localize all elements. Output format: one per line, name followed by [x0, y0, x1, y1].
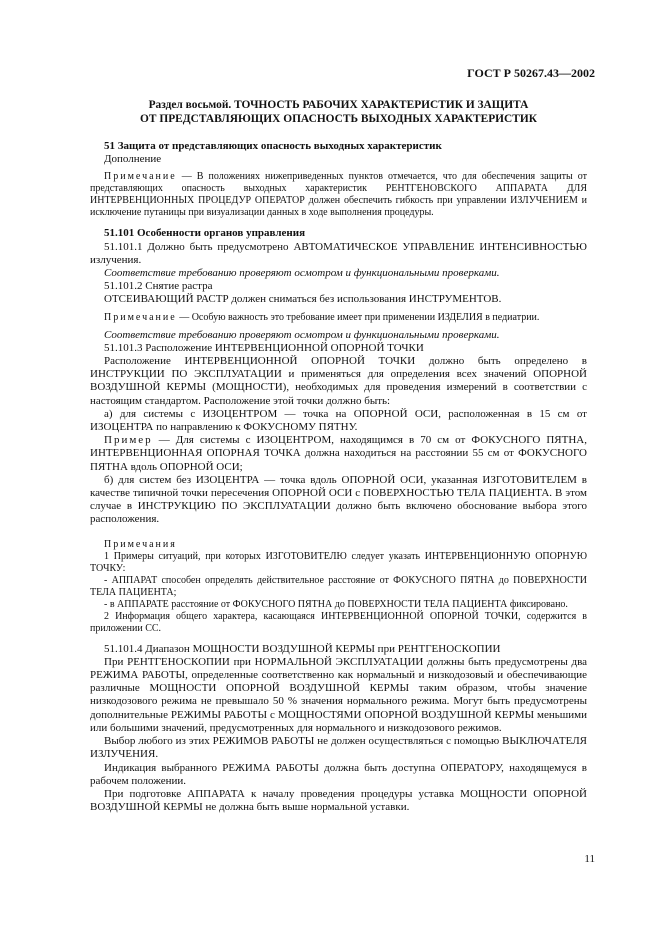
compliance-text-2: Соответствие требованию проверяют осмотром и функциональными проверками.	[104, 328, 500, 341]
clause-51-101-heading: 51.101 Особенности органов управления	[104, 227, 306, 240]
clause-51-101-4-text-4: При подготовке АППАРАТА к началу проведения процедуры уставка МОЩНОСТИ ОПОРНОЙ ВОЗДУШНОЙ КЕРМЫ не должна быть выше нормальной уставки.	[90, 787, 587, 814]
clause-51-101-2-text: ОТСЕИВАЮЩИЙ РАСТР должен сниматься без использования ИНСТРУМЕНТОВ.	[104, 293, 502, 306]
clause-51-101-3-title: 51.101.3 Расположение ИНТЕРВЕНЦИОННОЙ ОПОРНОЙ ТОЧКИ	[104, 341, 424, 354]
section-title-line-2: ОТ ПРЕДСТАВЛЯЮЩИХ ОПАСНОСТЬ ВЫХОДНЫХ ХАРАКТЕРИСТИК	[140, 113, 537, 125]
clause-51-101-4-title: 51.101.4 Диапазон МОЩНОСТИ ВОЗДУШНОЙ КЕРМЫ при РЕНТГЕНОСКОПИИ	[104, 642, 501, 655]
section-title-line-1: Раздел восьмой. ТОЧНОСТЬ РАБОЧИХ ХАРАКТЕРИСТИК И ЗАЩИТА	[148, 99, 529, 111]
page-number: 11	[584, 853, 595, 865]
note-1a: - АППАРАТ способен определять действительное расстояние от ФОКУСНОГО ПЯТНА до ПОВЕРХНОСТИ ТЕЛА ПАЦИЕНТА;	[90, 574, 587, 598]
document-id-header: ГОСТ Р 50267.43—2002	[467, 66, 595, 80]
note-1: 1 Примеры ситуаций, при которых ИЗГОТОВИТЕЛЮ следует указать ИНТЕРВЕНЦИОННУЮ ОПОРНУЮ ТОЧКУ:	[90, 550, 587, 574]
clause-51-101-3-text: Расположение ИНТЕРВЕНЦИОННОЙ ОПОРНОЙ ТОЧКИ должно быть определено в ИНСТРУКЦИИ ПО ЭКСПЛУАТАЦИИ и применяться для определения всех значений ОПОРНОЙ ВОЗДУШНОЙ КЕРМЫ (МОЩНОСТИ), необходимых для проведения измерений в соответствии с настоящим стандартом. Расположение этой точки должно быть:	[90, 355, 587, 407]
clause-51-101-1: 51.101.1 Должно быть предусмотрено АВТОМАТИЧЕСКОЕ УПРАВЛЕНИЕ ИНТЕНСИВНОСТЬЮ излучения.	[90, 240, 587, 266]
clause-51-101-3-item-a: а) для системы с ИЗОЦЕНТРОМ — точка на ОПОРНОЙ ОСИ, расположенная в 15 см от ИЗОЦЕНТРА по направлению к ФОКУСНОМУ ПЯТНУ.	[90, 407, 587, 434]
note-label: Примечание	[104, 171, 177, 183]
notes-label: Примечания	[104, 538, 177, 550]
clause-51-note	[90, 171, 587, 219]
note-1b: - в АППАРАТЕ расстояние от ФОКУСНОГО ПЯТНА до ПОВЕРХНОСТИ ТЕЛА ПАЦИЕНТА фиксировано.	[104, 598, 568, 610]
note-text: — Особую важность это требование имеет при применении ИЗДЕЛИЯ в педиатрии.	[176, 311, 540, 323]
clause-51-101-3-example	[90, 434, 587, 474]
clause-51-101-3-item-b: б) для систем без ИЗОЦЕНТРА — точка вдоль ОПОРНОЙ ОСИ, указанная ИЗГОТОВИТЕЛЕМ в качестве типичной точки пересечения ОПОРНОЙ ОСИ с ПОВЕРХНОСТЬЮ ТЕЛА ПАЦИЕНТА. В этом случае в ИНСТРУКЦИЮ ПО ЭКСПЛУАТАЦИИ должно быть включено обоснование выбора этого расположения.	[90, 473, 587, 526]
page-content	[90, 98, 587, 814]
clause-51-101-4-text-1: При РЕНТГЕНОСКОПИИ при НОРМАЛЬНОЙ ЭКСПЛУАТАЦИИ должны быть предусмотрены два РЕЖИМА РАБОТЫ, определенные соответственно как нормальный и низкодозовый и обеспечивающие различные МОЩНОСТИ ОПОРНОЙ ВОЗДУШНОЙ КЕРМЫ таким образом, чтобы значение низкодозового режима не превышало 50 % значения нормального режима. Могут быть предусмотрены дополнительные РЕЖИМЫ РАБОТЫ с МОЩНОСТЯМИ ОПОРНОЙ ВОЗДУШНОЙ КЕРМЫ меньшими или большими значений, предусмотренных для нормального и низкодозового режимов.	[90, 655, 587, 734]
clause-51-101-4-text-3: Индикация выбранного РЕЖИМА РАБОТЫ должна быть доступна ОПЕРАТОРУ, находящемуся в рабочем положении.	[90, 761, 587, 787]
clause-51-101-2-note	[90, 312, 587, 324]
section-title	[90, 98, 587, 126]
clause-51-101-4-text-2: Выбор любого из этих РЕЖИМОВ РАБОТЫ не должен осуществляться с помощью ВЫКЛЮЧАТЕЛЯ ИЗЛУЧЕНИЯ.	[90, 735, 587, 761]
supplement-label: Дополнение	[104, 153, 162, 166]
clause-51-101-2-title: 51.101.2 Снятие растра	[104, 280, 213, 293]
note-2: 2 Информация общего характера, касающаяся ИНТЕРВЕНЦИОННОЙ ОПОРНОЙ ТОЧКИ, содержится в приложении СС.	[90, 610, 587, 634]
note-label: Примечание	[104, 311, 177, 323]
example-text: — Для системы с ИЗОЦЕНТРОМ, находящимся в 70 см от ФОКУСНОГО ПЯТНА, ИНТЕРВЕНЦИОННАЯ ОПОРНАЯ ТОЧКА должна находиться на расстоянии 55 см от ФОКУСНОГО ПЯТНА вдоль ОПОРНОЙ ОСИ;	[90, 434, 587, 473]
example-label: Пример	[104, 434, 153, 447]
note-text: — В положениях нижеприведенных пунктов отмечается, что для обеспечения защиты от представляющих опасность выходных характеристик РЕНТГЕНОВСКОГО АППАРАТА ДЛЯ ИНТЕРВЕНЦИОННЫХ ПРОЦЕДУР ОПЕРАТОР должен обеспечить гибкость при управлении ИЗЛУЧЕНИЕМ и исключение путаницы при визуализации данных в ходе выполнения процедуры.	[90, 171, 587, 219]
compliance-text-1: Соответствие требованию проверяют осмотром и функциональными проверками.	[104, 267, 500, 280]
clause-51-heading: 51 Защита от представляющих опасность выходных характеристик	[104, 140, 442, 152]
